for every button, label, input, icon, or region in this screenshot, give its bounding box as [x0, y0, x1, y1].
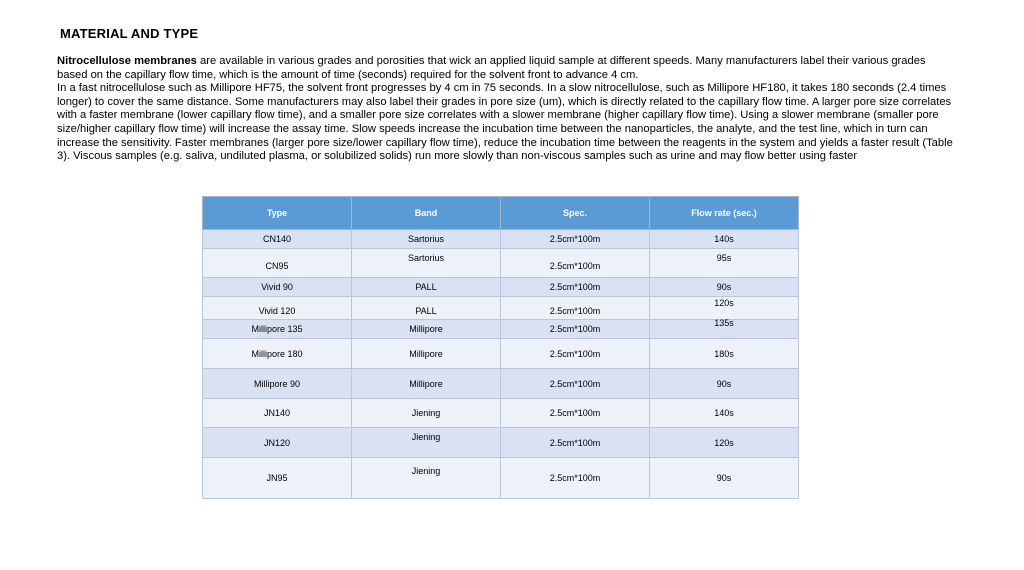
cell-spec: 2.5cm*100m: [501, 458, 650, 499]
cell-type: CN140: [203, 230, 352, 249]
cell-type: JN95: [203, 458, 352, 499]
table-row: [203, 320, 799, 339]
cell-spec: 2.5cm*100m: [501, 278, 650, 297]
table-row: [203, 297, 799, 320]
table-row: [203, 249, 799, 278]
cell-band: Sartorius: [352, 249, 501, 278]
cell-band: Millipore: [352, 339, 501, 369]
table-row: [203, 230, 799, 249]
cell-flow: 90s: [650, 458, 799, 499]
cell-flow: 140s: [650, 399, 799, 428]
cell-band: Millipore: [352, 369, 501, 399]
cell-flow: 120s: [650, 297, 799, 320]
table-row: [203, 458, 799, 499]
section-heading: MATERIAL AND TYPE: [60, 26, 199, 41]
cell-type: JN120: [203, 428, 352, 458]
table-row: [203, 369, 799, 399]
col-header-spec: Spec.: [501, 197, 650, 230]
cell-band: Sartorius: [352, 230, 501, 249]
cell-spec: 2.5cm*100m: [501, 297, 650, 320]
cell-band: Millipore: [352, 320, 501, 339]
cell-spec: 2.5cm*100m: [501, 230, 650, 249]
cell-type: JN140: [203, 399, 352, 428]
cell-type: Millipore 135: [203, 320, 352, 339]
cell-spec: 2.5cm*100m: [501, 369, 650, 399]
cell-flow: 120s: [650, 428, 799, 458]
col-header-type: Type: [203, 197, 352, 230]
cell-band: PALL: [352, 278, 501, 297]
cell-spec: 2.5cm*100m: [501, 249, 650, 278]
paragraph-line-2: In a fast nitrocellulose such as Millipore HF75, the solvent front progresses by 4 cm in 75 seconds. In a slow nitrocellulose, such as Millipore HF180, it takes 180 seconds (2.4 times longer) to cover the same distance. Some manufacturers may also label their grades in pore size (um), which is directly related to the capillary flow time. A larger pore size correlates with a faster membrane (lower capillary flow time), and a smaller pore size correlates with a slower membrane (higher capillary flow time). Using a slower membrane (smaller pore size/higher capillary flow time) will increase the assay time. Slow speeds increase the incubation time between the nanoparticles, the analyte, and the test line, which in turn can increase the sensitivity. Faster membranes (larger pore size/lower capillary flow time), reduce the incubation time between the reagents in the system and yields a faster result (Table 3). Viscous samples (e.g. saliva, undiluted plasma, or solubilized solids) run more slowly than non-viscous samples such as urine and may flow better using faster: [57, 82, 953, 163]
membrane-spec-table: [202, 196, 799, 499]
cell-spec: 2.5cm*100m: [501, 399, 650, 428]
cell-type: Millipore 90: [203, 369, 352, 399]
cell-flow: 140s: [650, 230, 799, 249]
table-row: [203, 428, 799, 458]
cell-flow: 90s: [650, 369, 799, 399]
paragraph-line-1: are available in various grades and porosities that wick an applied liquid sample at different speeds. Many manufacturers label their various grades based on the capillary flow time, which is the amount of time (seconds) required for the solvent front to advance 4 cm.: [57, 55, 926, 81]
table-row: [203, 278, 799, 297]
cell-band: PALL: [352, 297, 501, 320]
body-paragraph: [57, 55, 957, 164]
cell-flow: 135s: [650, 320, 799, 339]
cell-band: Jiening: [352, 458, 501, 499]
table-header-row: [203, 197, 799, 230]
col-header-band: Band: [352, 197, 501, 230]
cell-flow: 90s: [650, 278, 799, 297]
cell-band: Jiening: [352, 428, 501, 458]
col-header-flow-rate: Flow rate (sec.): [650, 197, 799, 230]
cell-spec: 2.5cm*100m: [501, 428, 650, 458]
cell-type: CN95: [203, 249, 352, 278]
lead-term: Nitrocellulose membranes: [57, 55, 197, 67]
cell-spec: 2.5cm*100m: [501, 339, 650, 369]
cell-flow: 180s: [650, 339, 799, 369]
cell-flow: 95s: [650, 249, 799, 278]
cell-spec: 2.5cm*100m: [501, 320, 650, 339]
cell-type: Millipore 180: [203, 339, 352, 369]
cell-type: Vivid 120: [203, 297, 352, 320]
table-row: [203, 399, 799, 428]
cell-band: Jiening: [352, 399, 501, 428]
table-row: [203, 339, 799, 369]
cell-type: Vivid 90: [203, 278, 352, 297]
